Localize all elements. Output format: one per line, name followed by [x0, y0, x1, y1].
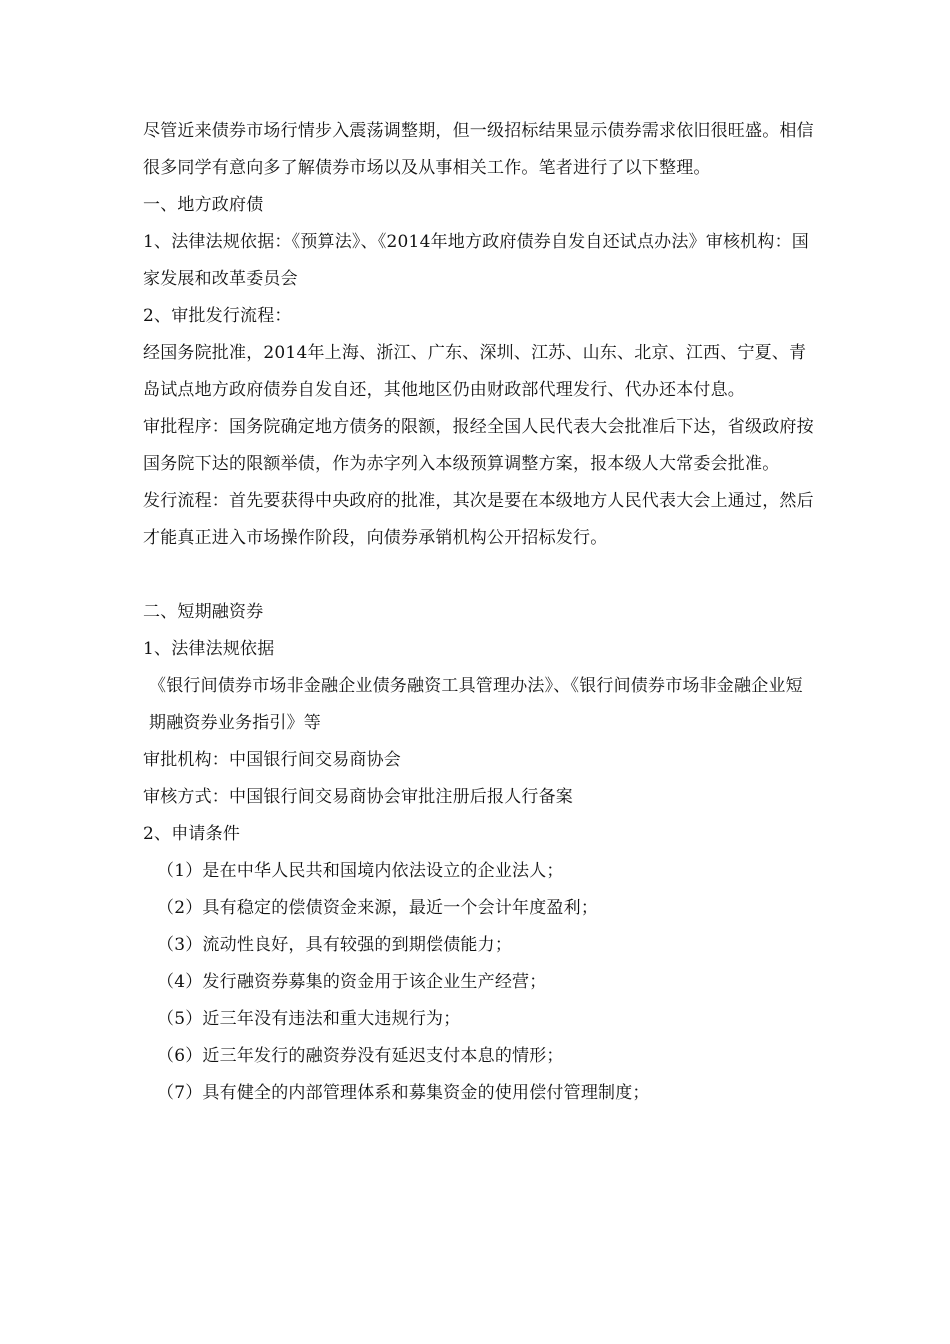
document-body [143, 113, 815, 1112]
list-item: （1）是在中华人民共和国境内依法设立的企业法人； [157, 861, 564, 881]
list-item: （5）近三年没有违法和重大违规行为； [157, 1009, 461, 1029]
issuance-procedure-paragraph: 发行流程：首先要获得中央政府的批准，其次是要在本级地方人民代表大会上通过，然后才能真正进入市场操作阶段，向债券承销机构公开招标发行。 [143, 491, 814, 548]
list-item: （3）流动性良好，具有较强的到期偿债能力； [157, 935, 513, 955]
section-heading-short-term-financing-bills: 二、短期融资券 [143, 602, 264, 622]
blank-line [143, 557, 815, 594]
legal-title: 1、法律法规依据 [143, 639, 275, 659]
conditions-title: 2、申请条件 [143, 824, 241, 844]
legal-basis-paragraph: 1、法律法规依据：《预算法》、《2014年地方政府债券自发自还试点办法》审核机构：国家发展和改革委员会 [143, 232, 809, 289]
conditions-list [143, 853, 815, 1112]
approval-body: 审批机构：中国银行间交易商协会 [143, 750, 401, 770]
list-item: （4）发行融资券募集的资金用于该企业生产经营； [157, 972, 547, 992]
list-item: （6）近三年发行的融资券没有延迟支付本息的情形； [157, 1046, 564, 1066]
review-method: 审核方式：中国银行间交易商协会审批注册后报人行备案 [143, 787, 573, 807]
intro-paragraph: 尽管近来债券市场行情步入震荡调整期，但一级招标结果显示债券需求依旧很旺盛。相信很多同学有意向多了解债券市场以及从事相关工作。笔者进行了以下整理。 [143, 121, 814, 178]
section-heading-local-government-bonds: 一、地方政府债 [143, 195, 264, 215]
approval-procedure-paragraph: 审批程序：国务院确定地方债务的限额，报经全国人民代表大会批准后下达，省级政府按国务院下达的限额举债，作为赤字列入本级预算调整方案，报本级人大常委会批准。 [143, 417, 814, 474]
legal-description: 《银行间债券市场非金融企业债务融资工具管理办法》、《银行间债券市场非金融企业短期融资券业务指引》等 [149, 676, 803, 733]
list-item: （2）具有稳定的偿债资金来源，最近一个会计年度盈利； [157, 898, 599, 918]
process-description: 经国务院批准，2014年上海、浙江、广东、深圳、江苏、山东、北京、江西、宁夏、青岛试点地方政府债券自发自还，其他地区仍由财政部代理发行、代办还本付息。 [143, 343, 807, 400]
process-title: 2、审批发行流程： [143, 306, 292, 326]
list-item: （7）具有健全的内部管理体系和募集资金的使用偿付管理制度； [157, 1083, 650, 1103]
